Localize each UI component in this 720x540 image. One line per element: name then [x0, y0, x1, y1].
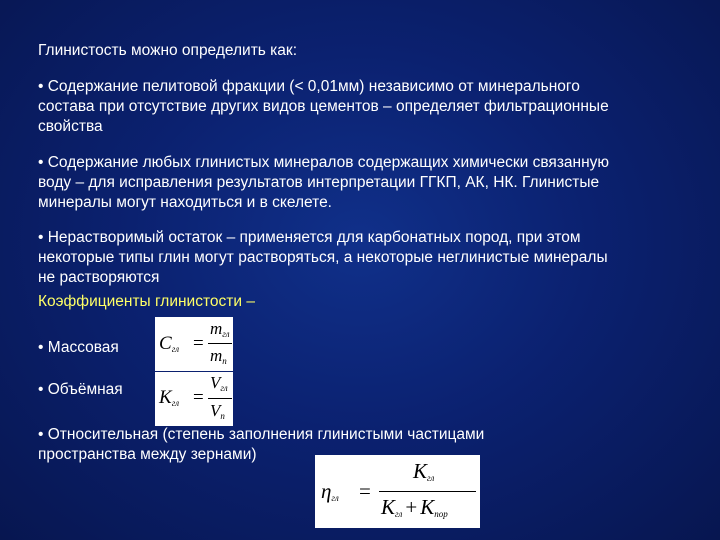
- fraction-bar: [208, 343, 232, 344]
- volume-label: • Объёмная: [38, 381, 123, 398]
- formula-lhs: K: [159, 387, 172, 408]
- heading: Глинистость можно определить как:: [38, 42, 298, 59]
- formula-numerator-sub: гл: [427, 473, 435, 483]
- formula-numerator: V: [210, 373, 221, 392]
- formula-equals: =: [193, 333, 204, 354]
- bullet-1-line-2: состава при отсутствие других видов цементов – определяет фильтрационные: [38, 98, 609, 115]
- formula-numerator: m: [210, 319, 223, 338]
- formula-numerator: K: [413, 459, 428, 483]
- bullet-3-line-2: некоторые типы глин могут растворяться, а некоторые неглинистые минералы: [38, 249, 608, 266]
- relative-clay-formula: [315, 455, 480, 528]
- coefficients-title: Коэффициенты глинистости –: [38, 293, 255, 310]
- formula-denominator-a-sub: гл: [395, 509, 403, 519]
- formula-lhs: η: [321, 479, 332, 503]
- bullet-2-line-3: минералы могут находиться и в скелете.: [38, 194, 332, 211]
- formula-denominator-b: K: [420, 495, 435, 519]
- formula-denominator-b-sub: пор: [434, 509, 448, 519]
- formula-denominator: V: [210, 401, 221, 420]
- formula-equals: =: [193, 387, 204, 408]
- formula-lhs-sub: гл: [171, 398, 180, 408]
- bullet-2-line-2: воду – для исправления результатов интерпретации ГГКП, АК, НК. Глинистые: [38, 174, 600, 191]
- bullet-3-line-1: • Нерастворимый остаток – применяется для карбонатных пород, при этом: [38, 229, 581, 246]
- fraction-bar: [208, 398, 232, 399]
- formula-numerator-sub: гл: [222, 329, 230, 339]
- bullet-1-line-3: свойства: [38, 118, 103, 135]
- volume-clay-formula: [155, 372, 233, 426]
- mass-clay-formula: [155, 317, 233, 371]
- formula-denominator: m: [210, 346, 223, 365]
- bullet-2-line-1: • Содержание любых глинистых минералов содержащих химически связанную: [38, 154, 610, 171]
- fraction-bar: [379, 491, 476, 492]
- relative-label-line-2: пространства между зернами): [38, 446, 257, 463]
- formula-denominator-sub: п: [222, 356, 227, 366]
- formula-numerator-sub: гл: [220, 383, 228, 393]
- relative-label-line-1: • Относительная (степень заполнения глинистыми частицами: [38, 426, 485, 443]
- formula-denominator-a: K: [381, 495, 396, 519]
- bullet-1-line-1: • Содержание пелитовой фракции (< 0,01мм) независимо от минерального: [38, 78, 580, 95]
- formula-denominator-sub: п: [220, 411, 225, 421]
- formula-plus: +: [405, 495, 418, 519]
- bullet-3-line-3: не растворяются: [38, 269, 160, 286]
- formula-lhs-sub: гл: [331, 493, 339, 503]
- formula-equals: =: [359, 479, 371, 503]
- mass-label: • Массовая: [38, 339, 119, 356]
- formula-lhs: C: [159, 333, 172, 354]
- formula-lhs-sub: гл: [171, 344, 180, 354]
